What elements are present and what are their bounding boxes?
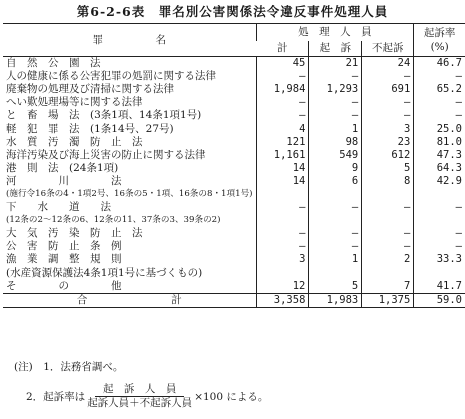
crime-name xyxy=(3,70,256,83)
crime-name-text: 廃棄物の処理及び清掃に関する法律 xyxy=(6,83,174,96)
count-total: — xyxy=(256,70,309,83)
count-total: — xyxy=(256,227,309,240)
count-prosecuted xyxy=(309,214,362,227)
count-not-prosecuted: 691 xyxy=(362,83,414,96)
note-2 xyxy=(26,383,268,410)
count-prosecuted: 9 xyxy=(309,162,362,175)
crime-name xyxy=(3,188,256,201)
count-not-prosecuted: — xyxy=(362,201,414,214)
count-prosecuted: — xyxy=(309,240,362,253)
crime-name xyxy=(3,57,256,71)
prosecution-rate xyxy=(414,267,465,280)
count-not-prosecuted: 5 xyxy=(362,162,414,175)
crime-name xyxy=(3,175,256,188)
crime-name xyxy=(3,214,256,227)
count-total: — xyxy=(256,109,309,122)
count-not-prosecuted: 3 xyxy=(362,122,414,135)
notes xyxy=(14,360,123,374)
crime-name-text: 公 害 防 止 条 例 xyxy=(6,240,122,253)
count-total xyxy=(256,188,309,201)
count-prosecuted: — xyxy=(309,96,362,109)
count-prosecuted: 1,293 xyxy=(309,83,362,96)
table-row xyxy=(3,149,465,162)
crime-name-text: 海洋汚染及び海上災害の防止に関する法律 xyxy=(6,148,206,161)
rate-fraction xyxy=(87,383,192,410)
count-total: — xyxy=(256,240,309,253)
fraction-denominator: 起訴人員＋不起訴人員 xyxy=(87,397,193,409)
crime-name xyxy=(3,267,256,280)
crime-name-text: 軽 犯 罪 法 (1条14号、27号) xyxy=(6,122,174,135)
header-processed: 処 理 人 員 xyxy=(256,24,414,42)
table-row xyxy=(3,214,465,227)
count-not-prosecuted: — xyxy=(362,96,414,109)
prosecution-rate: 33.3 xyxy=(414,253,465,266)
crime-name xyxy=(3,122,256,135)
prosecution-rate: 25.0 xyxy=(414,122,465,135)
crime-name xyxy=(3,109,256,122)
count-not-prosecuted: — xyxy=(362,109,414,122)
count-prosecuted xyxy=(309,267,362,280)
count-total: 14 xyxy=(256,175,309,188)
prosecution-rate: 41.7 xyxy=(414,280,465,294)
prosecution-rate: — xyxy=(414,70,465,83)
count-total: 14 xyxy=(256,162,309,175)
crime-name-text: 大 気 汚 染 防 止 法 xyxy=(6,227,143,240)
table-row xyxy=(3,280,465,294)
crime-name-text: 人の健康に係る公害犯罪の処罰に関する法律 xyxy=(6,70,216,83)
crime-name-text: (12条の2～12条の6、12条の11、37条の3、39条の2) xyxy=(6,215,221,226)
count-not-prosecuted: 24 xyxy=(362,57,414,71)
crime-name xyxy=(3,240,256,253)
prosecution-rate: — xyxy=(414,240,465,253)
count-not-prosecuted: — xyxy=(362,70,414,83)
table-title: 第6-2-6表 罪名別公害関係法令違反事件処理人員 xyxy=(76,4,389,19)
crime-name-text: と 畜 場 法 (3条1項、14条1項1号) xyxy=(6,109,202,122)
count-prosecuted: 549 xyxy=(309,149,362,162)
header-crime: 罪 名 xyxy=(3,24,256,57)
header-total: 計 xyxy=(256,41,309,57)
count-prosecuted: — xyxy=(309,227,362,240)
count-total: 12 xyxy=(256,280,309,294)
note-2-suffix: ×100 による。 xyxy=(194,391,269,403)
count-total: — xyxy=(256,201,309,214)
table-row xyxy=(3,162,465,175)
table-row xyxy=(3,136,465,149)
table-row xyxy=(3,70,465,83)
prosecution-rate: — xyxy=(414,201,465,214)
count-prosecuted: — xyxy=(309,201,362,214)
crime-name-text: (施行令16条の4・1項2号、16条の5・1項、16条の8・1項1号) xyxy=(6,188,253,199)
count-prosecuted: 5 xyxy=(309,280,362,294)
table-row xyxy=(3,175,465,188)
count-total xyxy=(256,214,309,227)
table-row xyxy=(3,83,465,96)
prosecution-rate xyxy=(414,214,465,227)
count-total: 3 xyxy=(256,253,309,266)
crime-name xyxy=(3,162,256,175)
prosecution-rate: 47.3 xyxy=(414,149,465,162)
table-row xyxy=(3,122,465,135)
count-not-prosecuted: — xyxy=(362,240,414,253)
fraction-numerator: 起 訴 人 員 xyxy=(95,383,185,397)
header-row-1 xyxy=(3,24,465,42)
count-prosecuted: 21 xyxy=(309,57,362,71)
header-prosecuted: 起 訴 xyxy=(309,41,362,57)
count-total: 1,161 xyxy=(256,149,309,162)
table-row xyxy=(3,96,465,109)
header-rate xyxy=(414,24,465,57)
table-row xyxy=(3,201,465,214)
crime-name-text: へい歎処理場等に関する法律 xyxy=(6,96,143,109)
header-rate-line1: 起訴率 xyxy=(423,27,456,39)
count-not-prosecuted xyxy=(362,267,414,280)
count-not-prosecuted: 1,375 xyxy=(362,293,414,307)
crime-name xyxy=(3,96,256,109)
count-not-prosecuted: — xyxy=(362,227,414,240)
note-1: (注) 1．法務省調べ。 xyxy=(14,361,124,373)
count-prosecuted: 1 xyxy=(309,253,362,266)
count-not-prosecuted xyxy=(362,214,414,227)
crime-name-text: (水産資源保護法4条1項1号に基づくもの) xyxy=(6,266,203,279)
count-not-prosecuted: 8 xyxy=(362,175,414,188)
table-row xyxy=(3,253,465,266)
count-prosecuted: 1 xyxy=(309,122,362,135)
count-total: 1,984 xyxy=(256,83,309,96)
count-total: 45 xyxy=(256,57,309,71)
count-total xyxy=(256,267,309,280)
crime-name xyxy=(3,253,256,266)
prosecution-rate: 42.9 xyxy=(414,175,465,188)
table-row xyxy=(3,57,465,71)
count-not-prosecuted: 23 xyxy=(362,136,414,149)
crime-name xyxy=(3,201,256,214)
prosecution-rate: 64.3 xyxy=(414,162,465,175)
crime-name-text: 自 然 公 園 法 xyxy=(6,57,101,70)
count-prosecuted: — xyxy=(309,70,362,83)
count-total: 4 xyxy=(256,122,309,135)
table-body xyxy=(3,24,465,308)
total-label xyxy=(3,293,256,307)
prosecution-rate: 65.2 xyxy=(414,83,465,96)
crime-name xyxy=(3,136,256,149)
count-total: — xyxy=(256,96,309,109)
crime-name-text: 合 計 xyxy=(76,293,182,306)
count-not-prosecuted: 612 xyxy=(362,149,414,162)
crime-name-text: 河 川 法 xyxy=(6,174,122,187)
crime-name-text: 港 則 法 (24条1項) xyxy=(6,161,119,174)
crime-name xyxy=(3,280,256,294)
table-row xyxy=(3,240,465,253)
total-row xyxy=(3,293,465,307)
prosecution-rate: — xyxy=(414,227,465,240)
table-row xyxy=(3,188,465,201)
crime-name xyxy=(3,227,256,240)
prosecution-rate: 46.7 xyxy=(414,57,465,71)
count-total: 121 xyxy=(256,136,309,149)
prosecution-rate: — xyxy=(414,109,465,122)
data-table xyxy=(3,23,465,308)
count-not-prosecuted xyxy=(362,188,414,201)
count-not-prosecuted: 2 xyxy=(362,253,414,266)
count-prosecuted: — xyxy=(309,109,362,122)
header-rate-line2: (%) xyxy=(430,41,449,53)
table-row xyxy=(3,227,465,240)
prosecution-rate: 59.0 xyxy=(414,293,465,307)
note-2-prefix: 2．起訴率は xyxy=(26,391,86,403)
count-prosecuted: 6 xyxy=(309,175,362,188)
prosecution-rate: 81.0 xyxy=(414,136,465,149)
crime-name-text: そ の 他 xyxy=(6,279,122,292)
count-total: 3,358 xyxy=(256,293,309,307)
crime-name-text: 漁 業 調 整 規 則 xyxy=(6,253,122,266)
crime-name-text: 水 質 汚 濁 防 止 法 xyxy=(6,135,143,148)
count-prosecuted xyxy=(309,188,362,201)
prosecution-rate xyxy=(414,188,465,201)
crime-name-text: 下 水 道 法 xyxy=(6,201,111,214)
crime-name xyxy=(3,83,256,96)
table-row xyxy=(3,109,465,122)
count-prosecuted: 1,983 xyxy=(309,293,362,307)
count-prosecuted: 98 xyxy=(309,136,362,149)
crime-name xyxy=(3,149,256,162)
prosecution-rate: — xyxy=(414,96,465,109)
count-not-prosecuted: 7 xyxy=(362,280,414,294)
table-row xyxy=(3,267,465,280)
header-not-prosecuted: 不起訴 xyxy=(362,41,414,57)
